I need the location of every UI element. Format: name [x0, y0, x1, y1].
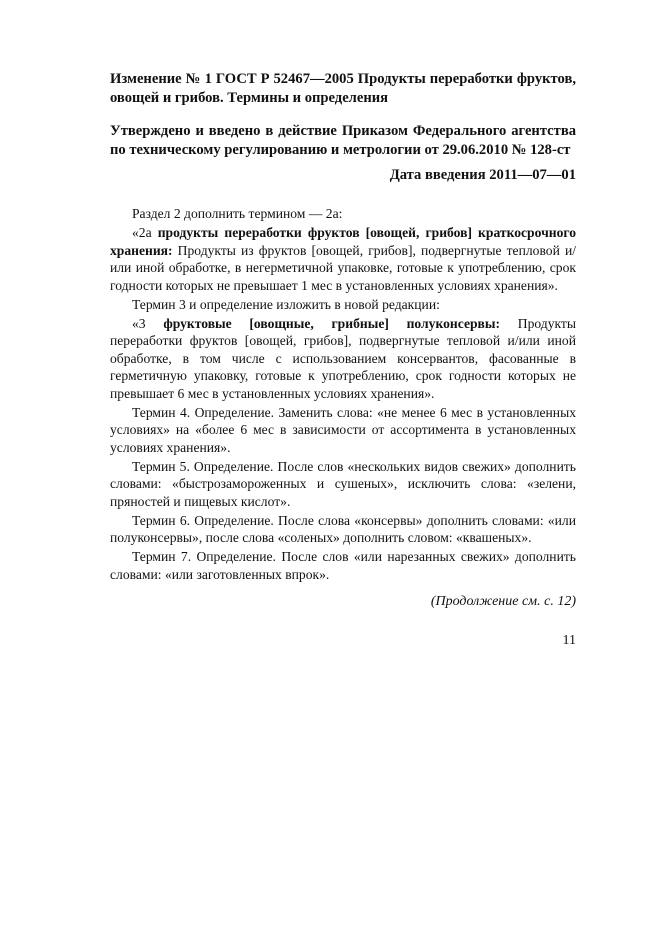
paragraph-term-6: Термин 6. Определение. После слова «консервы» дополнить словами: «или полуконсервы», после слова «соленых» дополнить словом: «квашеных».	[110, 512, 576, 545]
term-2a-definition: Продукты из фруктов [овощей, грибов], подвергнутые тепловой и/или иной обработке, в негерметичной упаковке, готовые к употреблению, срок годности которых не превышает 1 мес в установленных условиях хранения».	[110, 242, 576, 293]
amendment-title: Изменение № 1 ГОСТ Р 52467—2005 Продукты переработки фруктов, овощей и грибов. Термины и определения	[110, 71, 576, 106]
term-3-lead: «3	[132, 315, 164, 331]
paragraph-term-4: Термин 4. Определение. Заменить слова: «не менее 6 мес в установленных условиях» на «более 6 мес в зависимости от ассортимента в установленных условиях хранения».	[110, 404, 576, 455]
term-3-name: фруктовые [овощные, грибные] полуконсервы:	[163, 315, 501, 331]
term-3-definition: Продукты переработки фруктов [овощей, грибов], подвергнутые тепловой и/или иной обработке, в том числе с использованием консервантов, фасованные в герметичную упаковку, готовые к употреблению, срок годности которых не превышает 6 мес в установленных условиях хранения».	[110, 315, 576, 401]
paragraph-term-5: Термин 5. Определение. После слов «нескольких видов свежих» дополнить словами: «быстрозамороженных и сушеных», исключить слова: «зелени, пряностей и пищевых кислот».	[110, 458, 576, 509]
paragraph-section-2: Раздел 2 дополнить термином — 2а:	[132, 206, 343, 221]
paragraph-term-2a	[110, 224, 576, 294]
paragraph-term-7: Термин 7. Определение. После слов «или нарезанных свежих» дополнить словами: «или заготовленных впрок».	[110, 549, 576, 582]
document-page	[110, 70, 576, 650]
continued-note: (Продолжение см. с. 12)	[430, 594, 576, 609]
term-2a-lead: «2а	[132, 225, 158, 240]
term-2a-name: продукты переработки фруктов [овощей, грибов] краткосрочного хранения:	[110, 225, 576, 258]
approval-statement: Утверждено и введено в действие Приказом Федерального агентства по техническому регулированию и метрологии от 29.06.2010 № 128-ст	[110, 123, 576, 158]
effective-date: Дата введения 2011—07—01	[389, 167, 576, 183]
paragraph-term-3-intro: Термин 3 и определение изложить в новой редакции:	[132, 296, 440, 312]
paragraph-term-3	[110, 315, 576, 403]
page-number: 11	[562, 633, 576, 648]
